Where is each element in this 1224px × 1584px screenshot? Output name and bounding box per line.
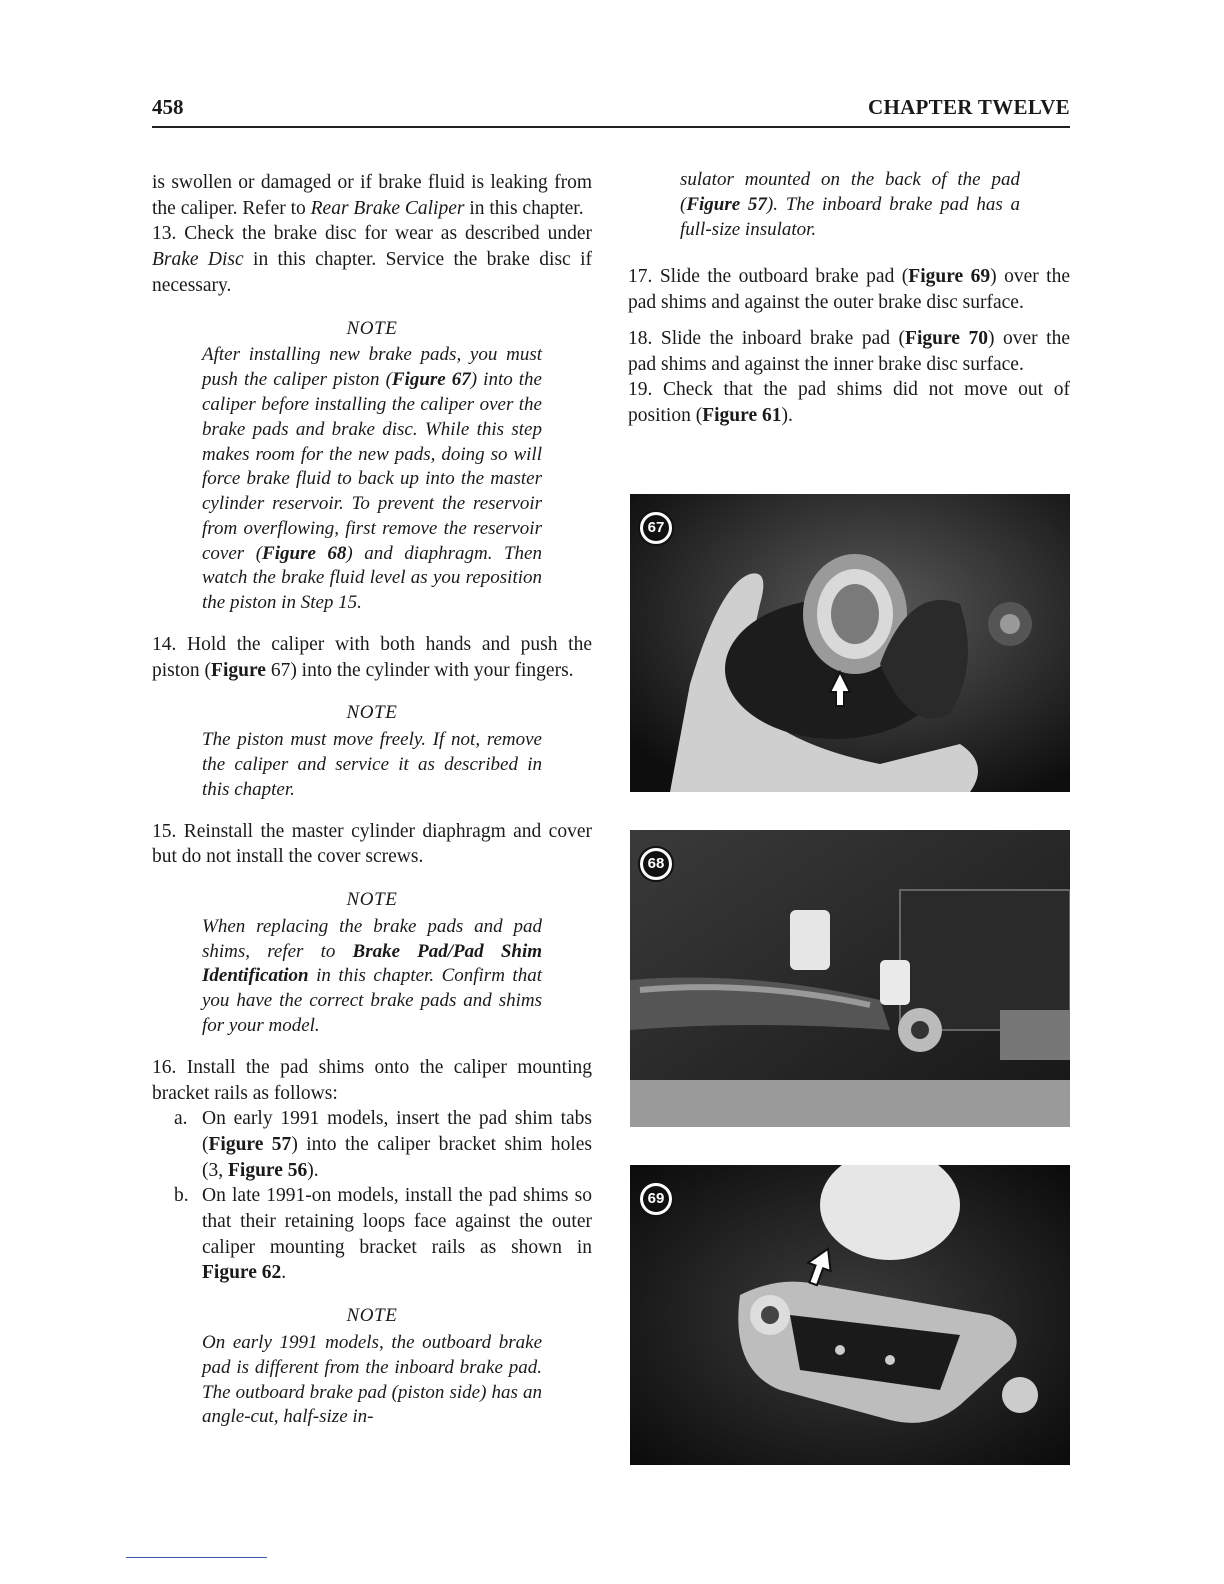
note-early-1991: NOTE On early 1991 models, the outboard brake pad is different from the inboard brake pad. The outboard brake pad (piston side) has an angle-cut, half-size in- xyxy=(202,1305,542,1428)
page-header xyxy=(152,92,1070,128)
figure-69-photo xyxy=(630,1165,1070,1465)
note-early-1991-continued: sulator mounted on the back of the pad (Figure 57). The inboard brake pad has a full-size insulator. xyxy=(680,169,1020,240)
figure-68-badge: 68 xyxy=(638,846,674,882)
step-16a: a. On early 1991 models, insert the pad shim tabs (Figure 57) into the caliper bracket shim holes (3, Figure 56). xyxy=(174,1108,592,1181)
step-13: 13. Check the brake disc for wear as described under Brake Disc in this chapter. Service the brake disc if necessary. xyxy=(152,223,592,296)
figure-67-photo xyxy=(630,494,1070,792)
footer-rule xyxy=(126,1557,267,1558)
step-15: 15. Reinstall the master cylinder diaphragm and cover but do not install the cover screws. xyxy=(152,820,592,868)
note-piston: NOTE After installing new brake pads, you must push the caliper piston (Figure 67) into the caliper before installing the caliper over the brake pads and brake disc. While this step makes room for the new pads, doing so will force brake fluid to back up into the master cylinder reservoir. To prevent the reservoir from overflowing, first remove the reservoir cover (Figure 68) and diaphragm. Then watch the brake fluid level as you reposition the piston in Step 15. xyxy=(202,317,542,614)
note-piston-freely: NOTE The piston must move freely. If not, remove the caliper and service it as described in this chapter. xyxy=(202,702,542,800)
left-column xyxy=(152,170,592,1446)
step-16: 16. Install the pad shims onto the caliper mounting bracket rails as follows: xyxy=(152,1056,592,1104)
right-column xyxy=(628,168,1070,429)
figure-69-badge: 69 xyxy=(638,1181,674,1217)
figure-67-badge: 67 xyxy=(638,510,674,546)
paragraph-intro: is swollen or damaged or if brake fluid is leaking from the caliper. Refer to Rear Brake Caliper in this chapter. xyxy=(152,172,592,219)
figure-68-photo xyxy=(630,830,1070,1127)
chapter-title: CHAPTER TWELVE xyxy=(867,95,1070,119)
outboard-brake-pad-photo xyxy=(630,1165,1070,1465)
note-title: NOTE xyxy=(346,889,398,911)
note-title: NOTE xyxy=(346,317,398,339)
note-pad-identification: NOTE When replacing the brake pads and pad shims, refer to Brake Pad/Pad Shim Identification in this chapter. Confirm that you have the correct brake pads and shims for your model. xyxy=(202,889,543,1037)
step-17: 17. Slide the outboard brake pad (Figure 69) over the pad shims and against the outer brake disc surface. xyxy=(628,266,1070,314)
step-19: 19. Check that the pad shims did not move out of position (Figure 61). xyxy=(628,379,1070,426)
step-16b: b. On late 1991-on models, install the pad shims so that their retaining loops face against the outer caliper mounting bracket rails as shown in Figure 62. xyxy=(174,1185,592,1284)
note-title: NOTE xyxy=(346,1305,398,1327)
step-14: 14. Hold the caliper with both hands and push the piston (Figure 67) into the cylinder with your fingers. xyxy=(152,634,592,681)
caliper-piston-photo xyxy=(630,494,1070,792)
master-cylinder-reservoir-photo xyxy=(630,830,1070,1127)
step-18: 18. Slide the inboard brake pad (Figure 70) over the pad shims and against the inner brake disc surface. xyxy=(628,327,1070,375)
page-number: 458 xyxy=(152,95,184,119)
note-title: NOTE xyxy=(346,702,398,724)
